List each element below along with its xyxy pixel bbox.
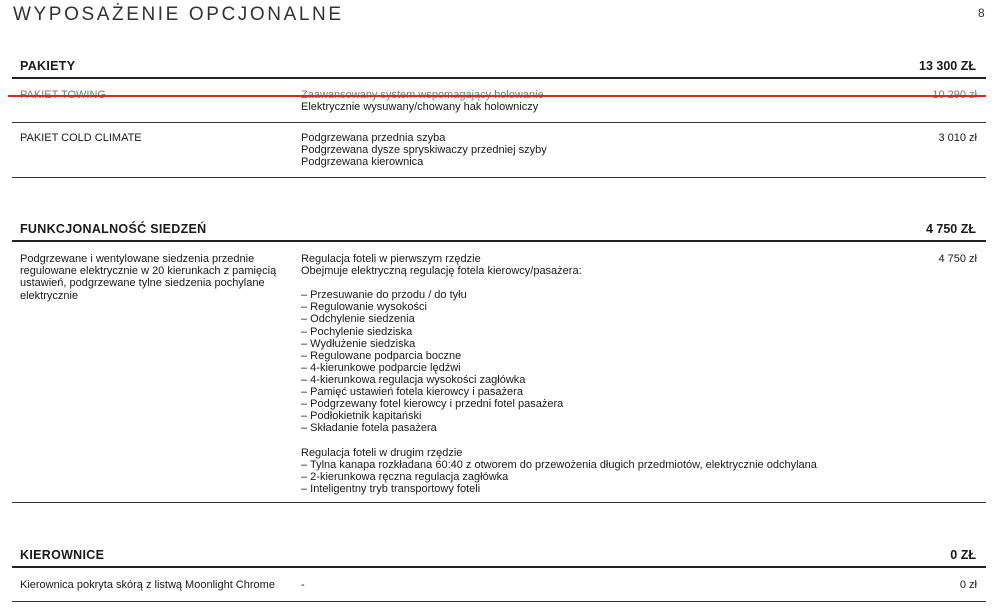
description-line: – Podłokietnik kapitański	[301, 410, 422, 423]
description-line: Elektrycznie wysuwany/chowany hak holowniczy	[301, 101, 539, 114]
description-line: – Regulowanie wysokości	[301, 301, 427, 314]
description-line: Obejmuje elektryczną regulację fotela kierowcy/pasażera:	[301, 265, 582, 278]
option-description	[301, 132, 861, 168]
strikethrough-line	[8, 95, 986, 97]
section-header-pakiety	[12, 57, 986, 79]
option-description	[301, 253, 861, 495]
name-line: elektrycznie	[20, 289, 79, 302]
description-line: – 4-kierunkowa regulacja wysokości zagłówka	[301, 373, 526, 386]
name-line: Podgrzewane i wentylowane siedzenia przednie	[20, 253, 255, 265]
section-header-siedzenia	[12, 220, 986, 242]
option-name: Kierownica pokryta skórą z listwą Moonlight Chrome	[20, 579, 275, 591]
description-line: – 4-kierunkowe podparcie lędźwi	[301, 361, 461, 374]
page-title: WYPOSAŻENIE OPCJONALNE	[13, 4, 344, 25]
section-price: 13 300 ZŁ	[919, 59, 976, 73]
name-line: ustawień, podgrzewane tylne siedzenia pochylane	[20, 277, 265, 290]
description-line: – Pochylenie siedziska	[301, 325, 413, 338]
table-row-pakiet-cold-climate	[12, 123, 986, 178]
description-line: Podgrzewana dysze spryskiwaczy przedniej szyby	[301, 144, 547, 157]
option-description	[301, 89, 861, 113]
option-name: PAKIET COLD CLIMATE	[20, 132, 142, 144]
description-line: – 2-kierunkowa ręczna regulacja zagłówka	[301, 470, 509, 483]
description-line: – Inteligentny tryb transportowy foteli	[301, 482, 481, 495]
spacer	[301, 277, 861, 289]
option-description: -	[301, 579, 305, 591]
description-line: Regulacja foteli w drugim rzędzie	[301, 446, 463, 459]
table-row-steering-wheel	[12, 570, 986, 602]
description-line: – Pamięć ustawień fotela kierowcy i pasażera	[301, 386, 523, 399]
description-line: – Wydłużenie siedziska	[301, 337, 416, 350]
option-price: 0 zł	[959, 579, 977, 591]
section-header-kierownice	[12, 546, 986, 568]
section-title: KIEROWNICE	[20, 548, 105, 562]
description-line: Podgrzewana kierownica	[301, 156, 424, 169]
table-row-seat-functions	[12, 244, 986, 503]
description-line: Podgrzewana przednia szyba	[301, 132, 446, 144]
name-line: regulowane elektrycznie w 20 kierunkach z pamięcią	[20, 265, 277, 278]
description-line: – Przesuwanie do przodu / do tyłu	[301, 289, 467, 302]
table-row-pakiet-towing	[12, 81, 986, 123]
description-line: – Podgrzewany fotel kierowcy i przedni fotel pasażera	[301, 398, 564, 411]
section-title: PAKIETY	[20, 59, 76, 73]
description-line: – Odchylenie siedzenia	[301, 313, 415, 326]
description-line: – Tylna kanapa rozkładana 60:40 z otworem do przewożenia długich przedmiotów, elektrycznie odchylana	[301, 458, 817, 471]
section-title: FUNKCJONALNOŚĆ SIEDZEŃ	[20, 222, 207, 236]
option-price: 3 010 zł	[938, 132, 977, 144]
section-price: 0 ZŁ	[950, 548, 976, 562]
section-price: 4 750 ZŁ	[925, 222, 976, 236]
spacer	[301, 434, 861, 446]
option-price: 4 750 zł	[938, 253, 977, 265]
description-line: Regulacja foteli w pierwszym rzędzie	[301, 253, 481, 265]
option-name	[20, 253, 288, 302]
description-line: – Regulowane podparcia boczne	[301, 349, 462, 362]
page-number: 8	[978, 6, 985, 20]
description-line: – Składanie fotela pasażera	[301, 422, 437, 435]
